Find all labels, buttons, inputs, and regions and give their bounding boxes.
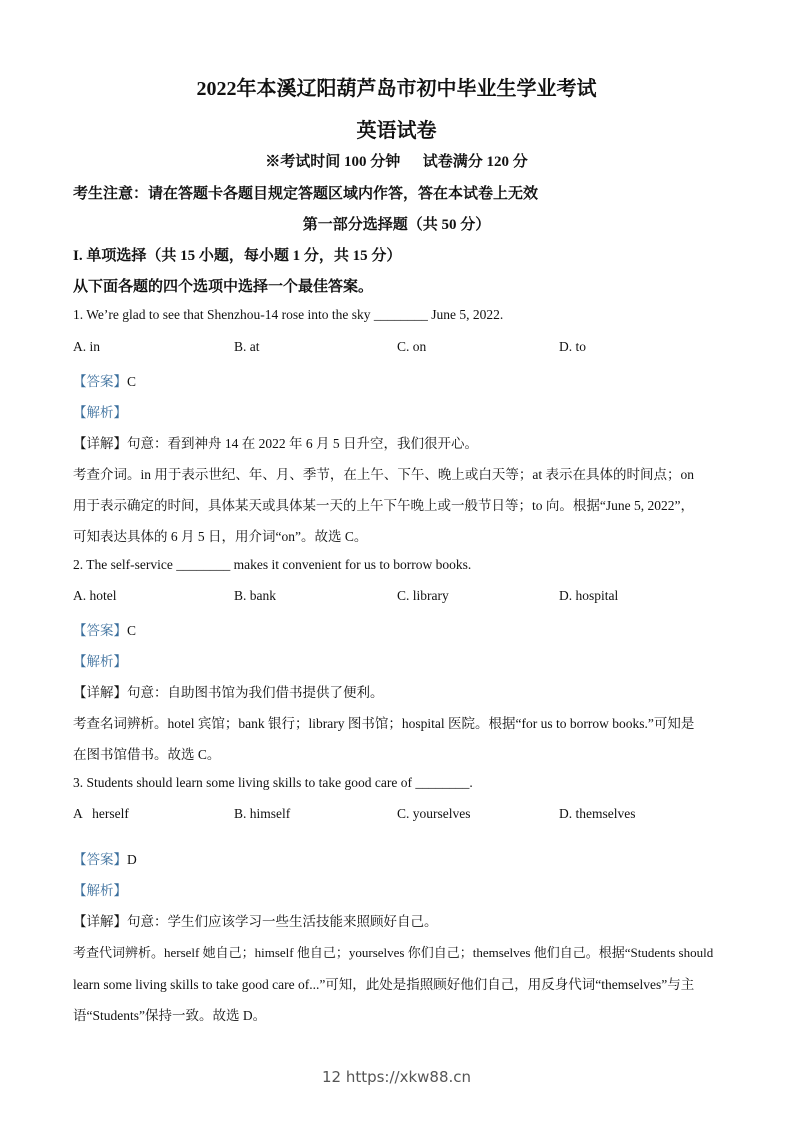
- detail-line: [73, 432, 478, 452]
- option-d: D. themselves: [559, 806, 636, 821]
- question-stem: 1. We’re glad to see that Shenzhou-14 rose into the sky ________ June 5, 2022.: [73, 307, 504, 322]
- question-stem: 3. Students should learn some living skills to take good care of ________.: [73, 775, 473, 790]
- explanation-line: 在图书馆借书。故选 C。: [73, 747, 221, 762]
- analysis-tag: 【解析】: [73, 883, 127, 898]
- answer-tag: 【答案】: [73, 623, 127, 638]
- detail-line: [73, 910, 438, 930]
- answer-tag: 【答案】: [73, 852, 127, 867]
- explanation-line: 考查代词辨析。herself 她自己；himself 他自己；yourselves 你们自己；themselves 他们自己。根据“Students should: [73, 945, 714, 960]
- analysis-tag: 【解析】: [73, 405, 127, 420]
- analysis-tag: 【解析】: [73, 654, 127, 669]
- detail-text: 句意：学生们应该学习一些生活技能来照顾好自己。: [127, 914, 438, 929]
- detail-tag: 【详解】: [73, 685, 127, 700]
- explanation-line: 用于表示确定的时间，具体某天或具体某一天的上午下午晚上或一般节日等；to 向。根据“June 5, 2022”，: [73, 498, 694, 513]
- option-a: A. hotel: [73, 588, 117, 603]
- part-title: 第一部分选择题（共 50 分）: [302, 217, 491, 233]
- page-footer: 12 https://xkw88.cn: [321, 1068, 472, 1086]
- option-c: C. yourselves: [397, 806, 471, 821]
- answer-value: C: [127, 623, 137, 638]
- option-b: B. at: [234, 339, 260, 354]
- exam-notice: 考生注意：请在答题卡各题目规定答题区域内作答，答在本试卷上无效: [73, 186, 539, 202]
- document-title: 2022年本溪辽阳葫芦岛市初中毕业生学业考试: [196, 78, 597, 100]
- option-d: D. to: [559, 339, 586, 354]
- option-c: C. library: [397, 588, 449, 603]
- exam-info: ※考试时间 100 分钟 试卷满分 120 分: [265, 154, 528, 170]
- answer-line: [73, 848, 137, 868]
- explanation-line: 可知表达具体的 6 月 5 日，用介词“on”。故选 C。: [73, 529, 368, 544]
- document-subtitle: 英语试卷: [356, 120, 437, 142]
- explanation-line: 考查介词。in 用于表示世纪、年、月、季节，在上午、下午、晚上或白天等；at 表示在具体的时间点；on: [73, 467, 694, 482]
- answer-line: [73, 370, 136, 390]
- explanation-line: learn some living skills to take good care of...”可知，此处是指照顾好他们自己，用反身代词“themselves”与主: [73, 977, 695, 992]
- answer-tag: 【答案】: [73, 374, 127, 389]
- section-title: I. 单项选择（共 15 小题，每小题 1 分，共 15 分）: [73, 248, 402, 264]
- explanation-line: 语“Students”保持一致。故选 D。: [73, 1008, 267, 1023]
- answer-value: D: [127, 852, 137, 867]
- detail-text: 句意：看到神舟 14 在 2022 年 6 月 5 日升空，我们很开心。: [127, 436, 478, 451]
- answer-line: [73, 619, 136, 639]
- explanation-line: 考查名词辨析。hotel 宾馆；bank 银行；library 图书馆；hospital 医院。根据“for us to borrow books.”可知是: [73, 716, 695, 731]
- answer-value: C: [127, 374, 137, 389]
- instruction: 从下面各题的四个选项中选择一个最佳答案。: [73, 279, 374, 295]
- detail-tag: 【详解】: [73, 436, 127, 451]
- detail-tag: 【详解】: [73, 914, 127, 929]
- option-b: B. bank: [234, 588, 276, 603]
- question-stem: 2. The self-service ________ makes it convenient for us to borrow books.: [73, 557, 472, 572]
- detail-line: [73, 681, 384, 701]
- detail-text: 句意：自助图书馆为我们借书提供了便利。: [127, 685, 384, 700]
- option-a: A. in: [73, 339, 100, 354]
- option-d: D. hospital: [559, 588, 619, 603]
- option-c: C. on: [397, 339, 427, 354]
- option-b: B. himself: [234, 806, 291, 821]
- option-a: A herself: [73, 806, 129, 821]
